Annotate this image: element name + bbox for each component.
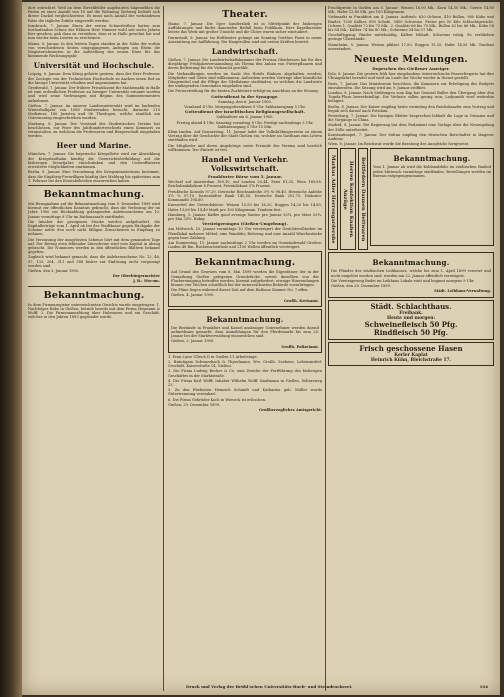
paragraph: Gießen, 7. Januar. An unserer Landesuniversität wird im laufenden Winterhalbjahr von 1080 Studierenden besucht, darunter 210 Mediziner, 180 Juristen und 96 Theologen, welche sämtlich am Ostermontag eingeschrieben wurden.: [28, 103, 160, 121]
paragraph: Zugleich wird bekannt gemacht, dass die Anlehensscheine No. 12, 48, 97, 133, 204, 311 und 388 bisher zur Einlösung nicht vorgezeigt worden sind.: [28, 255, 160, 268]
paragraph: Madrid, 8. Januar. Die Regierung hat dem Parlament eine Vorlage über die Neuregelung der Zölle unterbreitet.: [328, 123, 494, 132]
army-heading: Heer und Marine.: [56, 141, 132, 151]
notice-heading: Bekanntmachung.: [206, 314, 284, 324]
notice-box: [328, 252, 494, 297]
trade-heading: Handel und Verkehr. Volkswirtschaft.: [201, 155, 289, 174]
paragraph: Berlin, 8. Januar. Eine Verordnung des Kriegsministeriums bestimmt, dass die Einjährig-Freiwilligen künftig ihre Meldung bis spätestens zum 1. Februar bei den Ersatzbehörden einzureichen haben.: [28, 170, 160, 183]
news-subheading: Depeschen des Gießener Anzeiger.: [372, 66, 450, 72]
church-heading: Gottesdienst in der Synagoge.: [211, 93, 279, 99]
printer-footer: Druck und Verlag der Brühl'schen Universitäts-Buch- und Steindruckerei.: [186, 684, 353, 689]
paragraph: Viehmarkt in Frankfurt am 4. Januar. Auftrieb: 620 Ochsen, 410 Bullen, 980 Kühe und Rinder, 1200 Kälber, 890 Schafe, 3450 Schweine. Preise pro 50 Kilo Schlachtgewicht: Ochsen 1. Qualität 72 bis 75 Mk., 2. Qualität 66 bis 70 Mk.; Bullen 62 bis 66 Mk.; Kühe 58 bis 64 Mk.; Kälber 74 bis 80 Mk.; Schweine 54 bis 57 Mk.: [328, 15, 494, 33]
list-item: 4. Die Firma Karl Wolff, Inhaber Wilhelm Wolff, Kaufmann in Gießen, Seltersweg 23.: [168, 378, 322, 387]
paragraph: Sabbatfeier am 6. Januar 1900.: [216, 115, 274, 120]
page-number: 104: [479, 684, 488, 689]
notice-box: [168, 309, 322, 353]
notice-place: Gießen, den 3. Januar 1900.: [28, 268, 80, 273]
paragraph: Frankfurter Börse vom 5. Januar.: [207, 174, 283, 180]
paragraph: Wien, 8. Januar. Im Reichsrat wurde die Beratung des Ausgleichs fortgesetzt.: [328, 142, 470, 147]
news-heading: Neueste Meldungen.: [354, 54, 468, 66]
advertisement-hares: [328, 342, 494, 366]
binding-gutter: [0, 0, 22, 697]
notice-signature: Der Oberbürgermeister: [112, 274, 160, 279]
paragraph: Auf Grund des Gesetzes vom 8. Mai 1899 werden die Eigentümer der in der Gemarkung Gießen gelegenen Grundstücke, soweit dieselben von der Flurbereinigung betroffen werden, hiermit aufgefordert, etwaige Einwendungen binnen vier Wochen schriftlich bei der unterzeichneten Behörde vorzubringen.: [171, 270, 319, 287]
intro-articles: [28, 6, 160, 58]
paragraph: Mainz, 7. Januar. Die Oper Sanderslieb ist in Mittelpunkt der bisherigen Aufführungen und findet dauernden Beifall beim Publikum. Herr Kapellmeister leitete das Werk mit großer Umsicht und die Chöre waren sicher einstudiert.: [168, 22, 322, 35]
ad-line: Heute und morgen:: [386, 315, 436, 321]
paragraph: Konstantinopel, 7. Januar. Der Sultan empfing den deutschen Botschafter in längerer Audienz.: [328, 132, 494, 142]
paragraph: Die Preisverteilung für die besten Zuchtstiere erfolgt im Anschluss an die Sitzung.: [168, 89, 319, 94]
ad-line: Heinrich Kühn, Bleichstraße 17.: [370, 357, 452, 363]
column-rule: [325, 6, 326, 691]
column-middle: [168, 6, 322, 413]
paragraph: München, 7. Januar. Die bayerische Kriegsflotte wird zur Abwicklung der Kriegslaufbahn künftig die Unterrichtsfortbildung auf die bisherigen Dienstjahre einschränken und den Unteroffizieren erweiterte Möglichkeiten einräumen.: [28, 152, 160, 170]
paragraph: Freitag abend 4 Uhr, Samstag vormittag 8 Uhr, Predigt nachmittags 3 Uhr, Sabbatausgang 5 Uhr 15 Min.: [176, 120, 314, 129]
theater-heading: Theater.: [222, 9, 268, 20]
paragraph: In dem Firmenregister unterzeichneten Gerichts wurde eingetragen: 1. Nachfolger Rabe in Gießen, betrieb bereits mit dem Firma Heymann & Wolff, 2. Die Firmenanmeldung über Holzwaren und ein Geschäft, welches in den Jahren 1893 gegründet wurde.: [28, 302, 160, 320]
paragraph: Mannheim, 5. Januar. Weizen pfälzer 17,00, Roggen 15,25, Hafer 14,50 Mk. Tendenz unverändert.: [328, 42, 494, 51]
paragraph: Mainz, 8. Januar. In den letzten Tagen standen in der Nähe der vorhin von verschiedenen Seiten eingegangenen Anfragen am Rhein die Magistratsbeamten in die Aufstellung des neuen Etats für das kommende Rechnungsjahr.: [28, 41, 160, 59]
paragraph: Fruchtpreise in Gießen am 6. Januar: Weizen 16,00 Mk., Korn 14,50 Mk., Gerste 14,80 Mk., Hafer 13,80 Mk. pro 100 Kilogramm.: [328, 6, 494, 15]
paragraph: Paris, 7. Januar. Das Ministerium beschloss, die Kammern zur Erledigung des Budgets einzuberufen. Die Sitzung wird am 9. Januar eröffnet.: [328, 81, 494, 90]
paragraph: Vom 1. Januar ab wird die Kohlenabfuhr im städtischen Bauhof jeden Mittwoch vormittags stattfinden. Bestellungen werden im Bureau entgegengenommen.: [373, 165, 491, 178]
notice-signature: Großh. Kreisamt.: [284, 298, 319, 303]
paragraph: Die Pfänder des städtischen Leihhauses, welche bis zum 1. April 1899 versetzt und nicht eingelöst worden sind, werden am 22. Januar öffentlich versteigert.: [331, 269, 491, 278]
divider: [28, 185, 160, 186]
paragraph: Preußische Konsols 97,20. Deutsche Reichsanleihe 3½ % 98,40, Hessische Anleihe 3½ % 97,10. Darmstädter Bank 140,50, Deutsche Bank 202,75, Diskonto-Kommandit 194,60.: [168, 189, 322, 203]
list-item: 3. Die Firma Ludwig Becker & Co. zum Zwecke der Fortführung des bisherigen Geschäftes in der Marktstraße.: [168, 369, 322, 378]
notice-place: Gießen, den 28. Dezember 1899.: [331, 284, 392, 289]
paragraph: Kurszettel der Getreidebörse: Weizen 15,50 bis 16,20, Roggen 14,20 bis 14,80, Hafer 13,60 bis 14,40 Mark pro 100 Kilogramm. Tendenz fest.: [168, 203, 322, 212]
notice-place: Gießen, 4. Januar 1900.: [171, 293, 215, 298]
paragraph: Darmstadt, 8. Januar. Im Hoftheater gelangt am Sonntag Goethes Faust in neuer Ausstattung zur Aufführung. Die Hauptrollen sind mit ersten Kräften besetzt.: [168, 35, 322, 44]
advertisement-row: [328, 148, 494, 250]
paragraph: Berlin, 8. Januar. Der Kaiser empfing heute vormittag den Reichskanzler zum Vortrag und begab sich darauf nach Potsdam.: [328, 104, 494, 113]
paragraph: Mit Bezugnahme auf die Bekanntmachung vom 9. Dezember 1899 wird hiermit zur öffentlichen Kenntnis gebracht, dass die Verlosung der im Jahre 1900 zur Rückzahlung gelangenden Anlehensscheine am 10. Januar vormittags 9 Uhr im Rathaussaale stattfindet.: [28, 201, 160, 219]
ad-line: Freibank.: [399, 310, 423, 316]
paragraph: Greifswald, 7. Januar. Der frühere Privatdozent für Mathematik in Halle ist zum ordentlichen Professor an hiesiger Universität ernannt worden und wird seine Vorlesungen mit Beginn des Sommersemesters aufnehmen.: [28, 86, 160, 103]
newspaper-sheet: [22, 2, 500, 695]
list-item: 1. Frau Luise Ullrich II in Gießen 11 Arbeitstage.: [168, 354, 258, 359]
list-item: 6. Die Firma Gebrüder Koch in Wieseck ist erloschen.: [168, 397, 267, 402]
paragraph: Die Pläne liegen während dieser Zeit auf dem Rathaus Zimmer No. 7 offen.: [171, 288, 309, 293]
ad-line: Kerler Kaplat: [394, 352, 428, 358]
column-left: [28, 6, 160, 320]
paragraph: Am Donnerstag, 11. Januar nachmittags 2 Uhr werden im Gemeindewald Großen-Linden 48 Rm. Buchenscheitholz und 2100 Wellen öffentlich versteigert.: [168, 240, 322, 250]
paragraph: Geschäftsgang: Rinder mittelmäßig, Kälber lebhaft, Schweine ruhig. Es verblieben geringe Überstände.: [328, 33, 494, 42]
paragraph: Hamburg, 5. Januar. Kaffee good average Santos pro Januar 32¾, pro März 33¼, pro Mai 33½. Ruhig.: [168, 212, 322, 221]
advertisement: Herren Konfektion Knaben Anzüge: [340, 148, 356, 250]
notice-box: [168, 251, 322, 306]
paragraph: Die Mitglieder und deren Angehörige sowie Freunde des Vereins sind herzlich willkommen. Der Eintritt ist frei.: [168, 143, 322, 152]
paragraph: Samstag, den 6. Januar 1900.: [218, 99, 272, 104]
notice-heading: Bekanntmachung.: [43, 289, 145, 301]
paragraph: Innsbruck, 7. Januar. Einen der ersten Schneeleithen hatten zum fortlaufenden Schutz der Eßlinen Herr Nimmer wohl seit sechs Jahren hier gesehen, gab dazu zu verstehen, dass er in Halle gewohnt hat und nun wieder beim Leisten zu erscheinen.: [28, 23, 160, 41]
auction-heading: Versteigerungen (Gießen-Umgebung).: [202, 221, 288, 227]
notice-signature: Großherzogliches Amtsgericht.: [259, 408, 322, 412]
notice-heading: Bekanntmachung.: [372, 258, 450, 268]
list-item: 2. Bräutigam Schwarzbach & Thyselmann, Ww. Großh. Seebens, Lebensmittel-Geschäft, Kaiserstraße 14, Gießen.: [168, 359, 322, 369]
agriculture-heading: Landwirtschaft.: [211, 47, 279, 57]
advertisement: Bettfedern Daunen Bettwaren: [358, 148, 368, 250]
university-heading: Universität und Hochschule.: [33, 61, 155, 71]
column-right: [328, 6, 494, 368]
advertisement-slaughterhouse: [328, 300, 494, 340]
paragraph: Die Verzinsung der ausgelosten Scheine hört mit dem genannten Tage auf. Der Betrag etwa fehlender Zinsscheine wird vom Kapital in Abzug gebracht. Die Nummern werden in den öffentlichen Blättern bekannt gegeben.: [28, 237, 160, 255]
paragraph: Am Mittwoch, 10. Januar vormittags 10 Uhr versteigert der Gerichtsvollzieher im Pfandlokal mehrere Möbel, eine Wanduhr, Bettzeug und eine Anzahl Wäschestücke gegen bare Zahlung.: [168, 227, 322, 240]
paragraph: Petersburg, 7. Januar. Die hiesigen Blätter besprechen lebhaft die Lage in Ostasien und die Vorgänge in China.: [328, 114, 494, 123]
paragraph: Die Inhaber der gezogenen Stücke werden aufgefordert, die Kapitalbeträge vom 1. April ab bei der Stadtkasse gegen Rückgabe der Scheine nebst den noch nicht fälligen Zinsscheinen in Empfang zu nehmen.: [28, 219, 160, 237]
notice-box: [370, 148, 494, 246]
paragraph: Gießen, 7. Januar. Die Landwirtschaftskammer der Provinz Oberhessen hat für ihre diesjährige Frühjahrsversammlung als Thema den Anbau von Futterpflanzen und deren Bedeutung für die Viehzucht gewählt.: [168, 58, 322, 71]
paragraph: Marburg, 8. Januar. Der Vorstand des Studentischen Vereins hat beschlossen, zur Feier des Jahrhundertwechsels einen Kommers zu veranstalten, zu welchem die Professoren und Bürgerschaft eingeladen werden.: [28, 121, 160, 139]
paragraph: Pola, 8. Januar. Die gestern früh hier eingelaufene österreichische Panzerfregatte hat ihre Übungsfahrt beendet und wird im Laufe der Woche wieder in Dienst gestellt.: [328, 72, 494, 81]
notice-place: Gießen, 3. Januar 1900.: [171, 339, 215, 344]
notice-heading: Bekanntmachung.: [393, 154, 471, 164]
paragraph: Leipzig, 8. Januar. Dem König gehörte gestern, dass der Herr Professor der Zoologie von der Technischen Hochschule zu Aachen einen Ruf an die hiesige Universität erhalten und angenommen hat.: [28, 72, 160, 85]
divider: [28, 286, 160, 287]
ad-title: Frisch geschossene Hasen: [359, 343, 463, 353]
paragraph: Die Verhandlungen werden im Saale des Hotels Einhorn abgehalten werden; Mitglieder und Gäste sind willkommen. Außerdem werden Vorträge über künstliche Düngemittel und die Pflege der Obstbäume stattfinden, zu welchen die Landwirte der umliegenden Gemeinden eingeladen sind.: [168, 71, 322, 89]
notice-heading: Bekanntmachung.: [43, 188, 145, 200]
church-heading: Gottesdienst der israelitischen Religionsgesellschaft.: [185, 109, 305, 115]
notice-signature: J. B.: Mecum.: [133, 279, 160, 284]
paragraph: dort entrichtet. Weil an dem Streckfelder angebauten Sägemehlen die Faden zu einer Anzahl von 10 auf die Wohnung Ziehweg beläuft sich dieser Dackel vergleichsweise. Es muss nach Anzahl der vorhandenen Ritze die tägliche Zufuhr eingestellt werden.: [28, 6, 160, 23]
paragraph: Vorabend 4 Uhr. Morgengottesdienst 9 Uhr. Sabbatausgang 5 Uhr.: [184, 105, 306, 110]
notice-signature: Großh. Polizeiamt.: [281, 344, 319, 349]
notice-place: Gießen, 29. Dezember 1899.: [168, 402, 221, 407]
ad-line: Rindfleisch 50 Pfg.: [373, 327, 449, 337]
notice-signature: Städt. Leihhaus-Verwaltung.: [434, 289, 491, 294]
ad-title: Städt. Schlachthaus.: [370, 301, 452, 311]
ad-line: Schweinefleisch 50 Pfg.: [364, 319, 458, 329]
paragraph: Wechsel auf Amsterdam 169,10, auf London 20,44, Paris 81,25, Wien 169,85. Reichsbankdiskont 6 Prozent, Privatdiskont 5¾ Prozent.: [168, 180, 322, 189]
paragraph: London, 8. Januar. Nach Meldungen vom Kap hat General Buller den Übergang über den Tugela-Fluss bewerkstelligt. Die Verluste sollen gering sein; Ladysmith wird weiterhin belagert.: [328, 91, 494, 104]
notice-heading: Bekanntmachung.: [194, 257, 296, 269]
column-rule: [163, 6, 164, 691]
paragraph: Die Versteigerung findet im Leihhaus Lokale statt und beginnt morgens 9 Uhr.: [331, 278, 475, 283]
paragraph: Die Bestände in Frankfurt und Kassel ansässiger Unternehmer werden darauf aufmerksam gemacht, dass Anmeldungen für den Pferdemarkt bis zum 20. Januar bei der Marktverwaltung einzureichen sind.: [171, 325, 319, 339]
paragraph: Klein-Linden. Auf Donnerstag, 11. Januar ladet der Volksbildungsverein zu einem Vortrag über die Geschichte der Stadt Gießen ein, welcher im Gasthaus zum Löwen stattfinden wird.: [168, 130, 322, 143]
advertisement: Markus Adler Herrengarderobe: [328, 148, 338, 250]
list-item: 5. Zu den Eheleuten Heinrich Schmidt und Katharina geb. Müller wurde Gütertrennung vereinbart.: [168, 388, 322, 397]
